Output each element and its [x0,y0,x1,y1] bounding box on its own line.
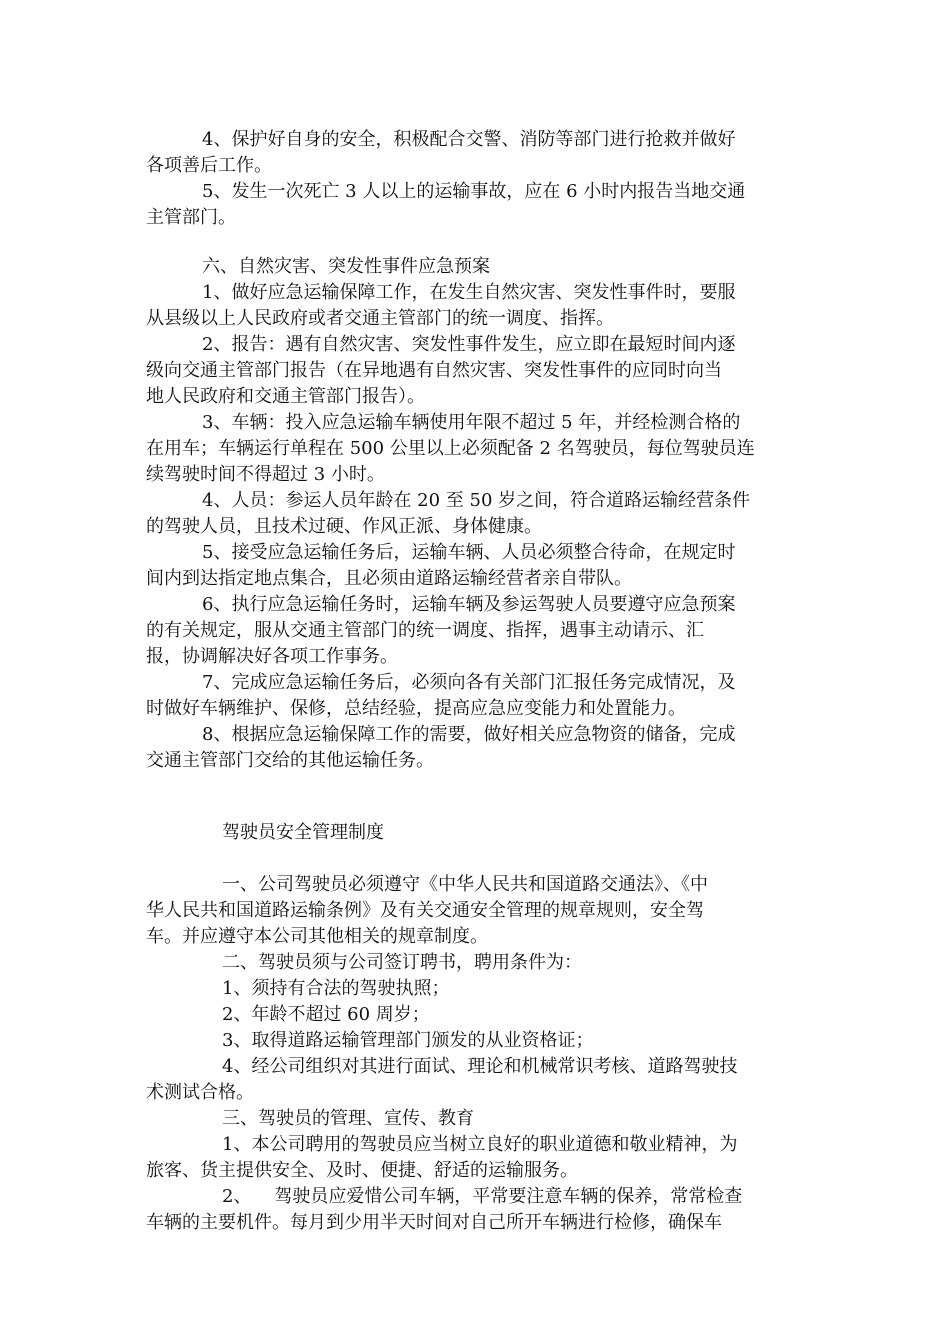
paragraph-line: 4、保护好自身的安全，积极配合交警、消防等部门进行抢救并做好 [202,129,736,150]
paragraph-line: 在用车；车辆运行单程在 500 公里以上必须配备 2 名驾驶员，每位驾驶员连 [146,438,755,459]
paragraph-line: 4、人员：参运人员年龄在 20 至 50 岁之间，符合道路运输经营条件 [202,490,751,511]
paragraph-line: 1、本公司聘用的驾驶员应当树立良好的职业道德和敬业精神，为 [222,1134,738,1155]
paragraph-line: 5、接受应急运输任务后，运输车辆、人员必须整合待命，在规定时 [202,542,736,563]
paragraph-line: 1、做好应急运输保障工作，在发生自然灾害、突发性事件时，要服 [202,282,736,303]
paragraph-line: 旅客、货主提供安全、及时、便捷、舒适的运输服务。 [146,1160,578,1181]
paragraph-line: 二、驾驶员须与公司签订聘书，聘用条件为： [222,952,582,973]
paragraph-line: 2、报告：遇有自然灾害、突发性事件发生，应立即在最短时间内逐 [202,334,736,355]
paragraph-line: 车辆的主要机件。每月到少用半天时间对自己所开车辆进行检修，确保车 [146,1212,722,1233]
paragraph-line: 时做好车辆维护、保修，总结经验，提高应急应变能力和处置能力。 [146,698,686,719]
paragraph-line: 地人民政府和交通主管部门报告）。 [146,386,425,407]
paragraph-line: 报，协调解决好各项工作事务。 [146,646,398,667]
document-title: 驾驶员安全管理制度 [222,822,384,843]
paragraph-line: 术测试合格。 [146,1082,254,1103]
paragraph-line: 华人民共和国道路运输条例》及有关交通安全管理的规章规则，安全驾 [146,900,704,921]
paragraph-line: 1、须持有合法的驾驶执照； [222,978,450,999]
paragraph-line: 一、公司驾驶员必须遵守《中华人民共和国道路交通法》、《中 [222,874,708,895]
paragraph-line: 续驾驶时间不得超过 3 小时。 [146,464,385,485]
paragraph-line: 5、发生一次死亡 3 人以上的运输事故，应在 6 小时内报告当地交通 [202,181,746,202]
paragraph-line: 4、经公司组织对其进行面试、理论和机械常识考核、道路驾驶技 [222,1056,738,1077]
paragraph-line: 8、根据应急运输保障工作的需要，做好相关应急物资的储备，完成 [202,724,736,745]
paragraph-line: 2、 驾驶员应爱惜公司车辆，平常要注意车辆的保养，常常检查 [222,1186,743,1207]
section-heading: 六、自然灾害、突发性事件应急预案 [202,256,490,277]
paragraph-line: 从县级以上人民政府或者交通主管部门的统一调度、指挥。 [146,308,614,329]
paragraph-line: 主管部门。 [146,207,236,228]
paragraph-line: 间内到达指定地点集合，且必须由道路运输经营者亲自带队。 [146,568,632,589]
paragraph-line: 的有关规定，服从交通主管部门的统一调度、指挥，遇事主动请示、汇 [146,620,704,641]
paragraph-line: 车。并应遵守本公司其他相关的规章制度。 [146,926,488,947]
paragraph-line: 各项善后工作。 [146,155,272,176]
paragraph-line: 3、取得道路运输管理部门颁发的从业资格证； [222,1030,594,1051]
paragraph-line: 的驾驶人员，且技术过硬、作风正派、身体健康。 [146,516,542,537]
paragraph-line: 级向交通主管部门报告（在异地遇有自然灾害、突发性事件的应同时向当 [146,360,722,381]
paragraph-line: 2、年龄不超过 60 周岁； [222,1004,430,1025]
paragraph-line: 3、车辆：投入应急运输车辆使用年限不超过 5 年，并经检测合格的 [202,412,741,433]
paragraph-line: 7、完成应急运输任务后，必须向各有关部门汇报任务完成情况，及 [202,672,736,693]
paragraph-line: 6、执行应急运输任务时，运输车辆及参运驾驶人员要遵守应急预案 [202,594,736,615]
paragraph-line: 交通主管部门交给的其他运输任务。 [146,750,434,771]
paragraph-line: 三、驾驶员的管理、宣传、教育 [222,1108,474,1129]
